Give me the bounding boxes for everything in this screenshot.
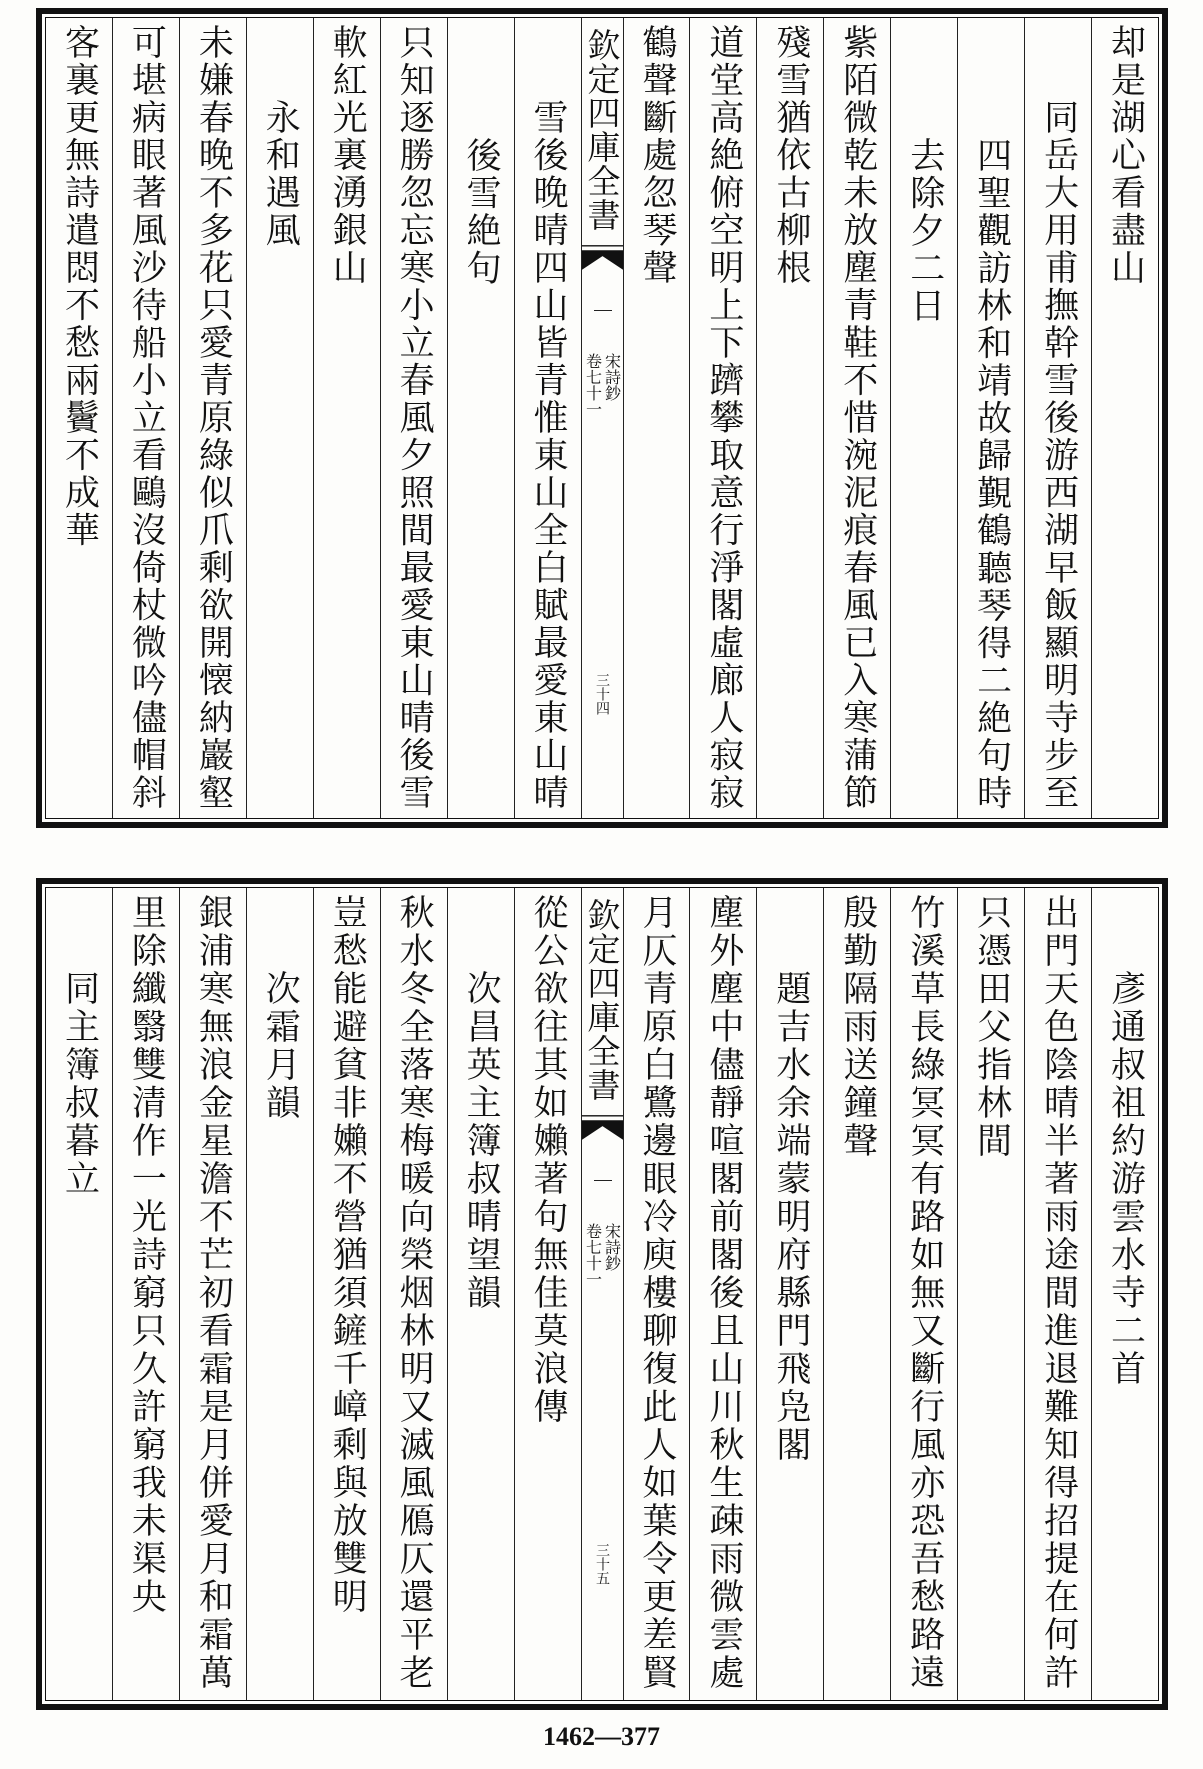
poem-title: 永和遇風 <box>260 99 301 249</box>
verse-text: 秋水冬全落寒梅暖向榮烟林明又滅風鴈仄還平老 <box>394 894 435 1692</box>
verse-text: 殘雪猶依古柳根 <box>770 24 811 287</box>
title-column <box>957 18 1024 818</box>
poem-title: 次霜月韻 <box>260 970 301 1122</box>
verse-text: 殷勤隔雨送鐘聲 <box>837 894 878 1160</box>
poem-title-continued: 四聖觀訪林和靖故歸覲鶴聽琴得二絶句時 <box>971 136 1012 812</box>
center-rule <box>594 310 612 311</box>
title-column <box>46 888 112 1700</box>
verse-text: 客裏更無詩遣悶不愁兩鬢不成華 <box>59 24 100 549</box>
verse-text: 竹溪草長綠冥冥有路如無又斷行風亦恐吾愁路遠 <box>904 894 945 1692</box>
verse-text: 鶴聲斷處忽琴聲 <box>636 24 677 287</box>
center-book-title: 欽定四庫全書 <box>582 28 622 232</box>
folio-bottom <box>36 878 1168 1710</box>
verse-column <box>112 18 179 818</box>
folio-frame <box>45 17 1159 819</box>
verse-column <box>689 888 756 1700</box>
fishtail-shape <box>582 1120 623 1140</box>
verse-text: 銀浦寒無浪金星澹不芒初看霜是月併愛月和霜萬 <box>193 894 234 1692</box>
poem-title: 彥通叔祖約游雲水寺二首 <box>1105 970 1146 1388</box>
verse-text: 出門天色陰晴半著雨途間進退難知得招提在何許 <box>1038 894 1079 1692</box>
center-header <box>582 28 623 232</box>
verse-column <box>823 18 890 818</box>
poem-title: 同岳大用甫撫幹雪後游西湖早飯顯明寺步至 <box>1038 99 1079 812</box>
verse-text: 未嫌春晚不多花只愛青原綠似爪剩欲開懐納巖壑 <box>193 24 234 812</box>
verse-column <box>179 888 246 1700</box>
verse-column <box>313 888 380 1700</box>
title-column <box>447 888 514 1700</box>
verse-text: 道堂高絶俯空明上下躋攀取意行淨閣虛廊人寂寂 <box>703 24 744 812</box>
center-leaf <box>582 1543 623 1585</box>
folio-top <box>36 8 1168 828</box>
center-rule <box>594 1180 612 1181</box>
center-leaf-number: 三十五 <box>594 1543 610 1585</box>
verse-column <box>890 888 957 1700</box>
verse-text: 却是湖心看盡山 <box>1105 24 1146 287</box>
center-leaf <box>582 673 623 715</box>
verse-column <box>179 18 246 818</box>
center-strip <box>581 888 623 1700</box>
poem-title: 次昌英主簿叔晴望韻 <box>461 970 502 1312</box>
center-book-title: 欽定四庫全書 <box>582 898 622 1102</box>
fishtail-mark <box>582 1114 623 1144</box>
verse-text: 可堪病眼著風沙待船小立看鷗沒倚杖微吟儘帽斜 <box>126 24 167 812</box>
poem-title-continued: 後雪絶句 <box>461 136 502 287</box>
verse-text: 從公欲往其如嬾著句無佳莫浪傳 <box>528 894 569 1426</box>
verse-text: 月仄青原白鷺邊眼冷庾樓聊復此人如葉令更差賢 <box>636 894 677 1692</box>
verse-text: 只憑田父指林間 <box>971 894 1012 1160</box>
folio-frame <box>45 887 1159 1701</box>
poem-title: 同主簿叔暮立 <box>59 970 100 1198</box>
center-subtitle <box>582 353 623 417</box>
title-column <box>1091 888 1158 1700</box>
verse-column <box>313 18 380 818</box>
fishtail-mark <box>582 244 623 274</box>
title-column <box>756 888 823 1700</box>
verse-column <box>514 888 581 1700</box>
verse-column <box>623 18 690 818</box>
verse-column <box>380 888 447 1700</box>
center-volume: 卷七十一 <box>583 1223 603 1287</box>
title-column <box>246 18 313 818</box>
poem-title: 雪後晚晴四山皆青惟東山全白賦最愛東山晴 <box>528 99 569 812</box>
verse-text: 紫陌微乾未放塵青鞋不惜涴泥痕春風已入寒蒲節 <box>837 24 878 812</box>
center-volume: 卷七十一 <box>583 353 603 417</box>
center-book-name: 宋詩鈔 <box>602 1223 622 1271</box>
verse-column <box>380 18 447 818</box>
center-subtitle <box>582 1223 623 1287</box>
verse-text: 只知逐勝忽忘寒小立春風夕照間最愛東山晴後雪 <box>394 24 435 812</box>
verse-column <box>112 888 179 1700</box>
verse-column <box>46 18 112 818</box>
verse-column <box>689 18 756 818</box>
center-header <box>582 898 623 1102</box>
verse-column <box>1024 888 1091 1700</box>
title-column <box>246 888 313 1700</box>
verse-column <box>957 888 1024 1700</box>
title-column <box>1024 18 1091 818</box>
verse-text: 塵外塵中儘靜喧閣前閣後且山川秋生疎雨微雲處 <box>703 894 744 1692</box>
poem-title-continued: 去除夕二日 <box>904 136 945 324</box>
verse-column <box>1091 18 1158 818</box>
verse-column <box>823 888 890 1700</box>
verse-column <box>756 18 823 818</box>
center-book-name: 宋詩鈔 <box>602 353 622 401</box>
center-strip <box>581 18 623 818</box>
verse-text: 軟紅光裏湧銀山 <box>327 24 368 287</box>
verse-column <box>623 888 690 1700</box>
title-column <box>447 18 514 818</box>
verse-text: 里除纖翳雙清作一光詩窮只久許窮我未渠央 <box>126 894 167 1616</box>
title-column <box>890 18 957 818</box>
page-number: 1462—377 <box>543 1722 660 1751</box>
poem-title: 題吉水余端蒙明府縣門飛凫閣 <box>770 970 811 1464</box>
fishtail-shape <box>582 250 623 270</box>
title-column <box>514 18 581 818</box>
center-leaf-number: 三十四 <box>594 673 610 715</box>
verse-text: 豈愁能避貧非嬾不營猶須鏟千嶂剩與放雙明 <box>327 894 368 1616</box>
